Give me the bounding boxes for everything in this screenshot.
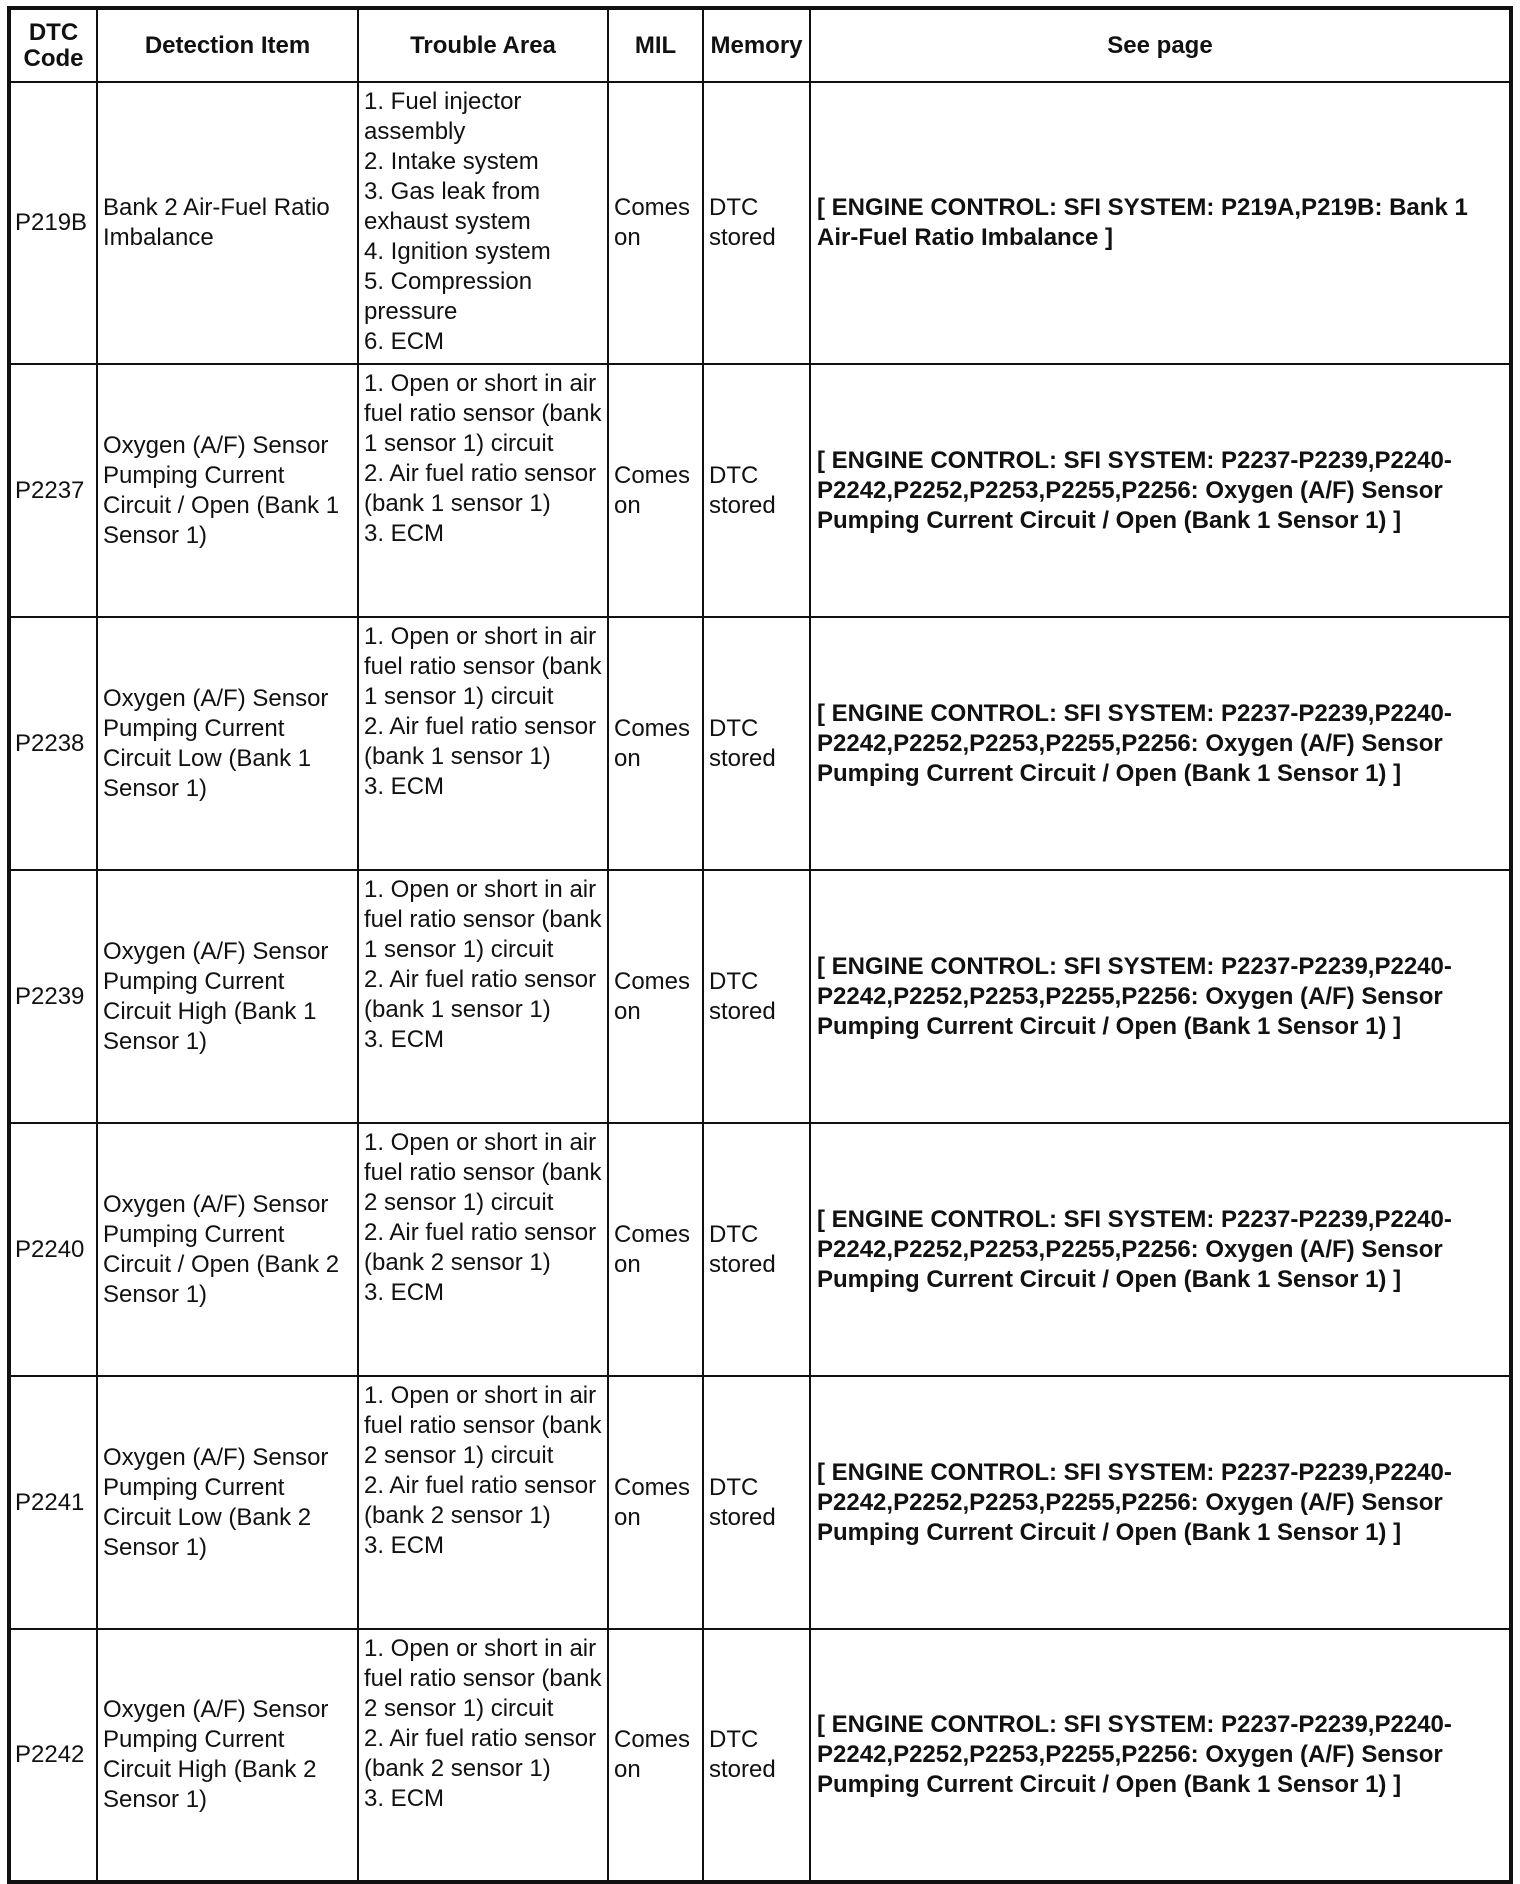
see-page-link[interactable]: [ ENGINE CONTROL: SFI SYSTEM: P2237-P2239,P2240-P2242,P2252,P2253,P2255,P2256: Oxygen (A/F) Sensor Pumping Current Circuit / Open (Bank 1 Sensor 1) ] <box>810 1629 1511 1882</box>
dtc-table <box>7 6 1513 1884</box>
trouble-area-item: 6. ECM <box>364 328 445 355</box>
table-row <box>9 1629 1511 1882</box>
trouble-area-item: 3. Gas leak from exhaust system <box>364 178 541 235</box>
detection-item: Oxygen (A/F) Sensor Pumping Current Circuit High (Bank 2 Sensor 1) <box>97 1629 358 1882</box>
memory-status: DTC stored <box>703 617 810 870</box>
see-page-link[interactable]: [ ENGINE CONTROL: SFI SYSTEM: P2237-P2239,P2240-P2242,P2252,P2253,P2255,P2256: Oxygen (A/F) Sensor Pumping Current Circuit / Open (Bank 1 Sensor 1) ] <box>810 870 1511 1123</box>
mil-status: Comes on <box>608 364 703 617</box>
header-see-page: See page <box>810 8 1511 82</box>
trouble-area-item: 3. ECM <box>364 1532 445 1559</box>
mil-status: Comes on <box>608 617 703 870</box>
mil-status: Comes on <box>608 82 703 364</box>
trouble-area-item: 3. ECM <box>364 1279 445 1306</box>
dtc-code: P2237 <box>9 364 97 617</box>
memory-status: DTC stored <box>703 1629 810 1882</box>
trouble-area-item: 3. ECM <box>364 773 445 800</box>
mil-status: Comes on <box>608 1629 703 1882</box>
trouble-area <box>358 617 608 870</box>
see-page-link[interactable]: [ ENGINE CONTROL: SFI SYSTEM: P2237-P2239,P2240-P2242,P2252,P2253,P2255,P2256: Oxygen (A/F) Sensor Pumping Current Circuit / Open (Bank 1 Sensor 1) ] <box>810 364 1511 617</box>
trouble-area-item: 1. Open or short in air fuel ratio sensor (bank 1 sensor 1) circuit <box>364 370 602 457</box>
trouble-area-item: 1. Open or short in air fuel ratio sensor (bank 1 sensor 1) circuit <box>364 623 602 710</box>
trouble-area <box>358 870 608 1123</box>
trouble-area-item: 3. ECM <box>364 1785 445 1812</box>
trouble-area-item: 1. Fuel injector assembly <box>364 88 522 145</box>
trouble-area <box>358 1376 608 1629</box>
trouble-area-item: 2. Air fuel ratio sensor (bank 2 sensor 1) <box>364 1725 597 1782</box>
trouble-area <box>358 1123 608 1376</box>
trouble-area-item: 3. ECM <box>364 1026 445 1053</box>
trouble-area-item: 1. Open or short in air fuel ratio sensor (bank 2 sensor 1) circuit <box>364 1635 602 1722</box>
trouble-area-item: 2. Air fuel ratio sensor (bank 1 sensor 1) <box>364 713 597 770</box>
trouble-area-item: 2. Air fuel ratio sensor (bank 2 sensor 1) <box>364 1472 597 1529</box>
memory-status: DTC stored <box>703 870 810 1123</box>
dtc-code: P2240 <box>9 1123 97 1376</box>
table-row <box>9 617 1511 870</box>
trouble-area-item: 2. Air fuel ratio sensor (bank 2 sensor 1) <box>364 1219 597 1276</box>
detection-item: Oxygen (A/F) Sensor Pumping Current Circuit Low (Bank 2 Sensor 1) <box>97 1376 358 1629</box>
mil-status: Comes on <box>608 1376 703 1629</box>
table-row <box>9 870 1511 1123</box>
table-row <box>9 82 1511 364</box>
table-row <box>9 364 1511 617</box>
memory-status: DTC stored <box>703 1376 810 1629</box>
table-row <box>9 1376 1511 1629</box>
memory-status: DTC stored <box>703 82 810 364</box>
header-memory: Memory <box>703 8 810 82</box>
detection-item: Oxygen (A/F) Sensor Pumping Current Circuit / Open (Bank 2 Sensor 1) <box>97 1123 358 1376</box>
memory-status: DTC stored <box>703 1123 810 1376</box>
trouble-area-item: 1. Open or short in air fuel ratio sensor (bank 2 sensor 1) circuit <box>364 1129 602 1216</box>
trouble-area-item: 4. Ignition system <box>364 238 551 265</box>
trouble-area-item: 2. Intake system <box>364 148 539 175</box>
mil-status: Comes on <box>608 1123 703 1376</box>
trouble-area <box>358 82 608 364</box>
detection-item: Oxygen (A/F) Sensor Pumping Current Circuit High (Bank 1 Sensor 1) <box>97 870 358 1123</box>
detection-item: Oxygen (A/F) Sensor Pumping Current Circuit / Open (Bank 1 Sensor 1) <box>97 364 358 617</box>
header-row <box>9 8 1511 82</box>
see-page-link[interactable]: [ ENGINE CONTROL: SFI SYSTEM: P2237-P2239,P2240-P2242,P2252,P2253,P2255,P2256: Oxygen (A/F) Sensor Pumping Current Circuit / Open (Bank 1 Sensor 1) ] <box>810 1376 1511 1629</box>
dtc-code: P2242 <box>9 1629 97 1882</box>
trouble-area-item: 1. Open or short in air fuel ratio sensor (bank 2 sensor 1) circuit <box>364 1382 602 1469</box>
dtc-code: P2241 <box>9 1376 97 1629</box>
mil-status: Comes on <box>608 870 703 1123</box>
dtc-code: P2238 <box>9 617 97 870</box>
memory-status: DTC stored <box>703 364 810 617</box>
see-page-link[interactable]: [ ENGINE CONTROL: SFI SYSTEM: P219A,P219B: Bank 1 Air-Fuel Ratio Imbalance ] <box>810 82 1511 364</box>
see-page-link[interactable]: [ ENGINE CONTROL: SFI SYSTEM: P2237-P2239,P2240-P2242,P2252,P2253,P2255,P2256: Oxygen (A/F) Sensor Pumping Current Circuit / Open (Bank 1 Sensor 1) ] <box>810 1123 1511 1376</box>
see-page-link[interactable]: [ ENGINE CONTROL: SFI SYSTEM: P2237-P2239,P2240-P2242,P2252,P2253,P2255,P2256: Oxygen (A/F) Sensor Pumping Current Circuit / Open (Bank 1 Sensor 1) ] <box>810 617 1511 870</box>
dtc-code: P219B <box>9 82 97 364</box>
trouble-area <box>358 1629 608 1882</box>
trouble-area-item: 3. ECM <box>364 520 445 547</box>
trouble-area <box>358 364 608 617</box>
header-dtc-code: DTC Code <box>9 8 97 82</box>
trouble-area-item: 5. Compression pressure <box>364 268 533 325</box>
trouble-area-item: 2. Air fuel ratio sensor (bank 1 sensor 1) <box>364 460 597 517</box>
header-mil: MIL <box>608 8 703 82</box>
trouble-area-item: 1. Open or short in air fuel ratio sensor (bank 1 sensor 1) circuit <box>364 876 602 963</box>
header-detection-item: Detection Item <box>97 8 358 82</box>
header-trouble-area: Trouble Area <box>358 8 608 82</box>
detection-item: Bank 2 Air-Fuel Ratio Imbalance <box>97 82 358 364</box>
table-row <box>9 1123 1511 1376</box>
trouble-area-item: 2. Air fuel ratio sensor (bank 1 sensor 1) <box>364 966 597 1023</box>
dtc-code: P2239 <box>9 870 97 1123</box>
detection-item: Oxygen (A/F) Sensor Pumping Current Circuit Low (Bank 1 Sensor 1) <box>97 617 358 870</box>
